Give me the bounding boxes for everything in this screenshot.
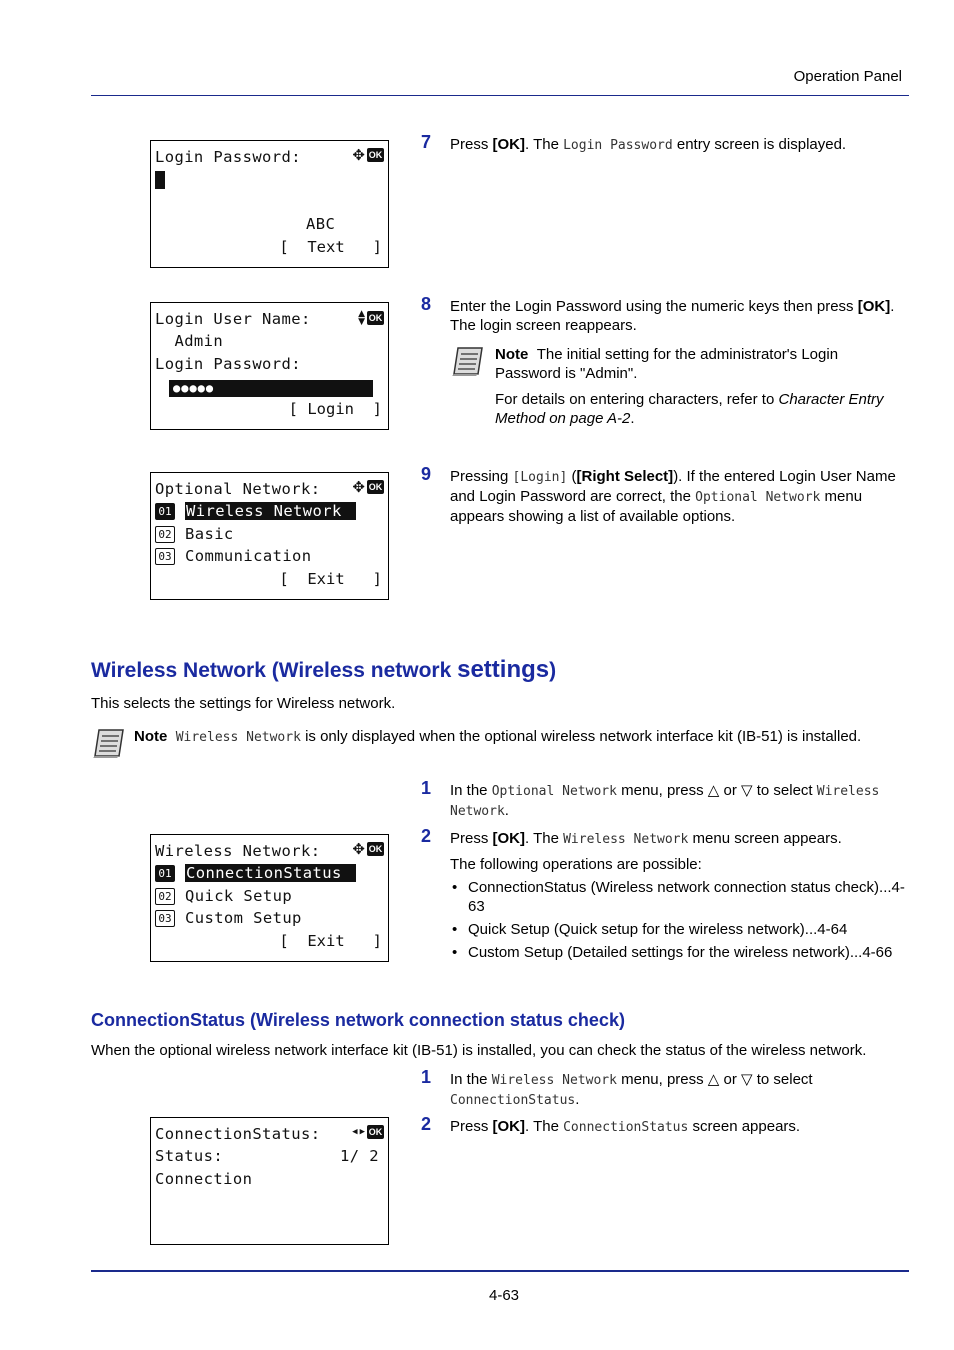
subsection-intro: When the optional wireless network interface kit (IB-51) is installed, you can check the status of the wireless network.: [91, 1042, 867, 1059]
lcd-login-password: [150, 140, 389, 268]
ok-key-icon: OK: [368, 313, 383, 323]
step-text: In the Wireless Network menu, press △ or ▽ to select ConnectionStatus.: [450, 1071, 813, 1108]
note-text: Note The initial setting for the administrator's Login Password is "Admin".: [495, 346, 839, 382]
cross-arrow-icon: ✥: [352, 840, 365, 858]
section-intro: This selects the settings for Wireless network.: [91, 695, 396, 712]
step-text: In the Optional Network menu, press △ or ▽ to select Wireless Network.: [450, 782, 880, 819]
footer-rule: [91, 1270, 909, 1272]
lcd-title: Login User Name:: [155, 310, 311, 328]
lcd-wireless-network: [150, 834, 389, 962]
password-field: ●●●●●: [169, 380, 373, 397]
page-number: 4-63: [488, 1287, 520, 1304]
softkey-exit: [ Exit ]: [279, 932, 382, 950]
step-number: 9: [421, 464, 432, 484]
note-icon: [450, 344, 486, 378]
lcd-indicators: [358, 310, 384, 326]
page-indicator: 1/ 2: [340, 1147, 379, 1165]
ok-key-icon: OK: [368, 482, 383, 492]
step-number: 1: [421, 1067, 432, 1087]
operations-list: [450, 878, 910, 966]
lcd-title: Login Password:: [155, 148, 301, 166]
menu-item: 03 Custom Setup: [155, 907, 302, 929]
softkey-login: [ Login ]: [288, 400, 382, 418]
up-down-arrow-icon: ▲ ▼: [358, 309, 365, 327]
menu-item: 01 Wireless Network: [155, 500, 356, 522]
list-item: • Custom Setup (Detailed settings for the wireless network)...4-66: [450, 943, 910, 962]
step-subtext: The following operations are possible:: [450, 856, 702, 873]
menu-item: 03 Communication: [155, 545, 312, 567]
softkey-exit: [ Exit ]: [279, 570, 382, 588]
login-user-value: Admin: [155, 332, 224, 350]
step-number: 2: [421, 1114, 432, 1134]
lcd-indicators: [352, 842, 384, 856]
input-mode: ABC: [306, 215, 336, 233]
header-rule: [91, 95, 909, 96]
step-text: Press [OK]. The Wireless Network menu screen appears.: [450, 830, 842, 847]
left-arrow-icon: ◀: [352, 1127, 358, 1137]
lcd-login-screen: [150, 302, 389, 430]
step-number: 7: [421, 132, 432, 152]
lcd-indicators: [352, 1125, 384, 1139]
lcd-title: Wireless Network:: [155, 842, 321, 860]
cross-arrow-icon: ✥: [352, 146, 365, 164]
step-text: Press [OK]. The ConnectionStatus screen appears.: [450, 1118, 801, 1135]
menu-item: 02 Quick Setup: [155, 885, 292, 907]
header-title: Operation Panel: [793, 68, 902, 85]
right-arrow-icon: ▶: [359, 1127, 365, 1137]
ok-key-icon: OK: [368, 150, 383, 160]
menu-item: 01 ConnectionStatus: [155, 862, 356, 884]
step-number: 1: [421, 778, 432, 798]
ok-key-icon: OK: [368, 1127, 383, 1137]
subsection-title: ConnectionStatus (Wireless network connection status check): [91, 1010, 625, 1030]
note-icon: [91, 726, 127, 760]
lcd-indicators: [352, 480, 384, 494]
status-value: Connection: [155, 1170, 253, 1188]
softkey-text: [ Text ]: [279, 238, 382, 256]
lcd-title: ConnectionStatus:: [155, 1125, 321, 1143]
step-text: Enter the Login Password using the numeric keys then press [OK]. The login screen reappears.: [450, 298, 895, 334]
step-number: 8: [421, 294, 432, 314]
cross-arrow-icon: ✥: [352, 478, 365, 496]
ok-key-icon: OK: [368, 844, 383, 854]
list-item: • ConnectionStatus (Wireless network connection status check)...4-63: [450, 878, 910, 916]
lcd-optional-network: [150, 472, 389, 600]
list-item: • Quick Setup (Quick setup for the wireless network)...4-64: [450, 920, 910, 939]
login-password-label: Login Password:: [155, 355, 301, 373]
menu-item: 02 Basic: [155, 523, 234, 545]
step-text: Press [OK]. The Login Password entry screen is displayed.: [450, 136, 847, 153]
lcd-connection-status: [150, 1117, 389, 1245]
lcd-title: Optional Network:: [155, 480, 321, 498]
status-label: Status:: [155, 1147, 224, 1165]
text-cursor: [155, 171, 165, 189]
note-reference: For details on entering characters, refer to Character Entry Method on page A-2.: [495, 391, 884, 427]
section-title: Wireless Network (Wireless network settings): [91, 656, 557, 683]
step-number: 2: [421, 826, 432, 846]
section-note: Note Wireless Network is only displayed when the optional wireless network interface kit (IB-51) is installed.: [134, 728, 862, 745]
step-text: Pressing [Login] ([Right Select]). If the entered Login User Name and Login Password are correct, the Optional Network menu appears showing a list of available options.: [450, 468, 896, 525]
lcd-indicators: [352, 148, 384, 162]
